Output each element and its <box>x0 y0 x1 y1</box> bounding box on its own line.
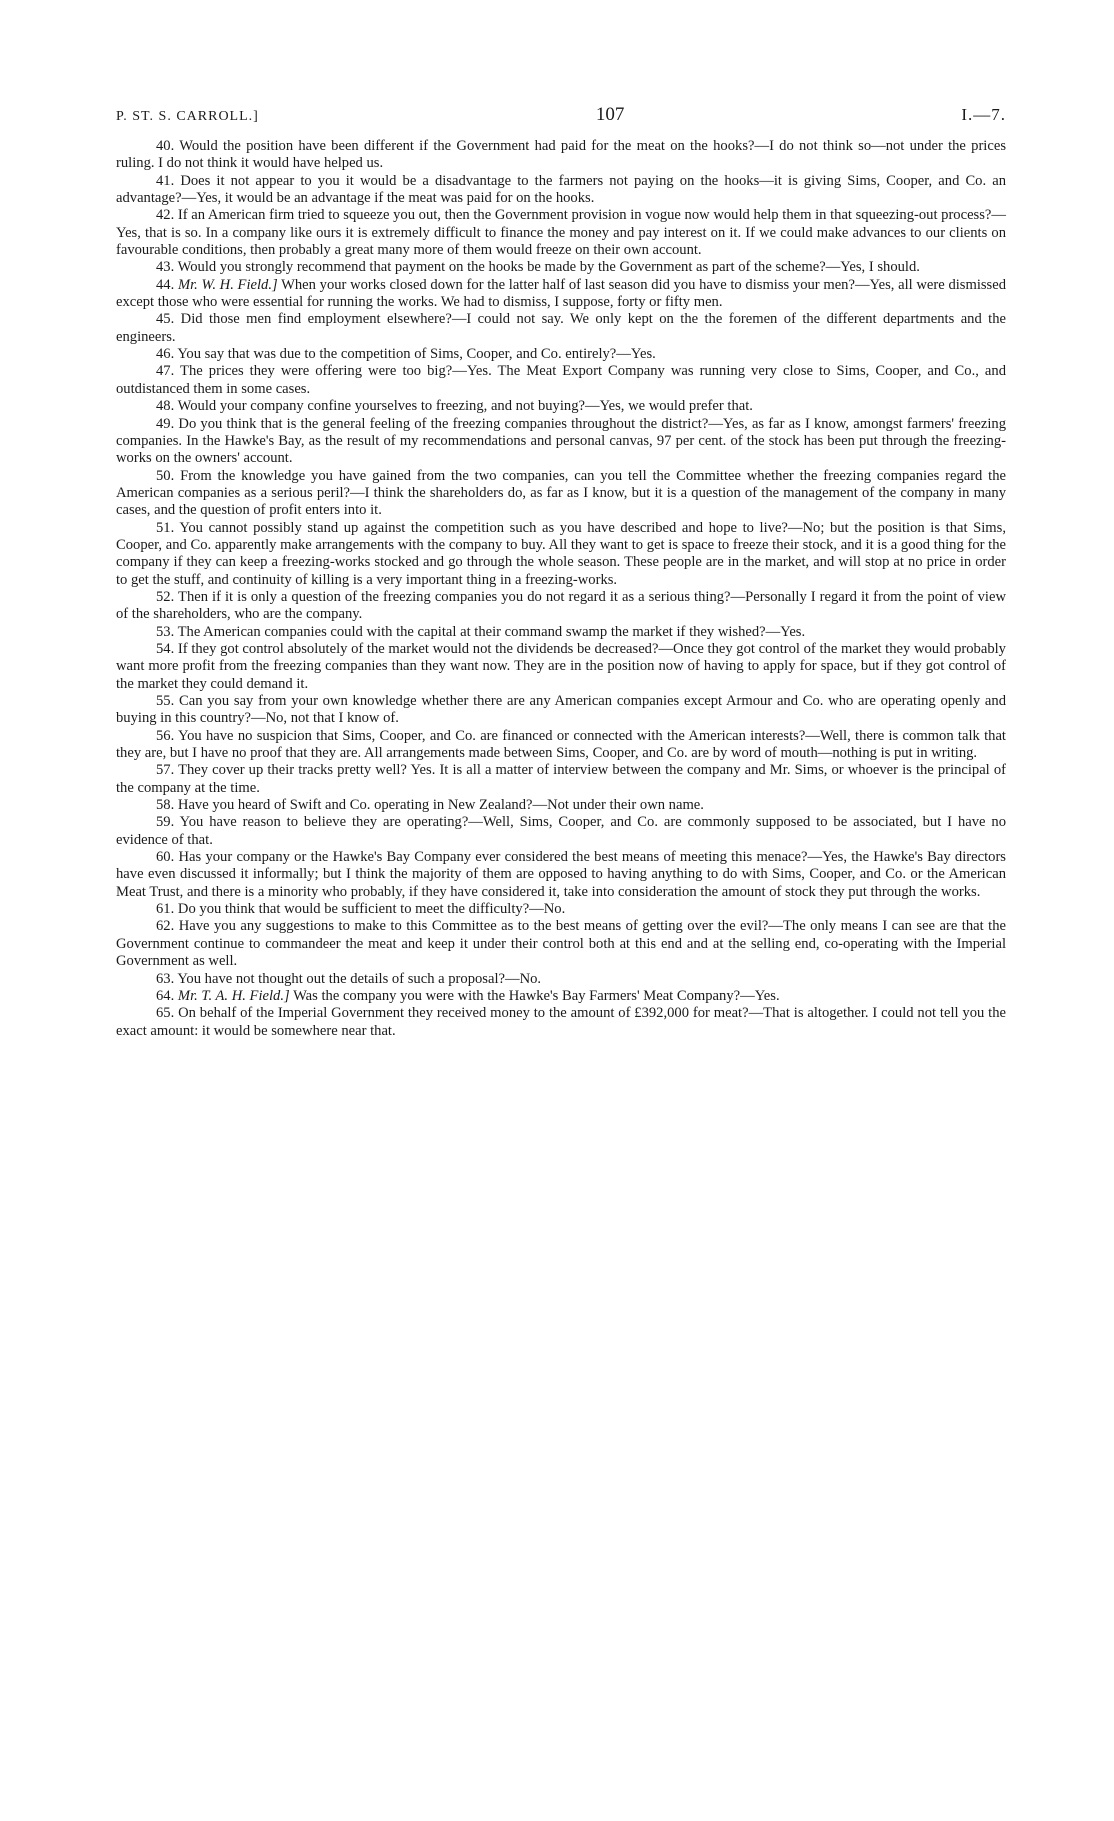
question-paragraph <box>116 363 1006 398</box>
question-number: 56. <box>156 727 175 744</box>
question-paragraph <box>116 259 1006 276</box>
question-number: 62. <box>156 918 175 935</box>
question-number: 41. <box>156 172 175 189</box>
question-number: 43. <box>156 259 175 276</box>
question-paragraph <box>116 988 1006 1005</box>
question-paragraph <box>116 693 1006 728</box>
question-number: 48. <box>156 398 175 415</box>
page-header <box>116 104 1006 138</box>
question-number: 60. <box>156 849 175 866</box>
question-number: 59. <box>156 814 175 831</box>
question-and-answer-text: Would your company confine yourselves to freezing, and not buying?—Yes, we would prefer that. <box>177 398 753 415</box>
question-paragraph <box>116 207 1006 259</box>
question-and-answer-text: Was the company you were with the Hawke's Bay Farmers' Meat Company?—Yes. <box>293 987 780 1004</box>
question-paragraph <box>116 416 1006 468</box>
question-and-answer-text: If an American firm tried to squeeze you out, then the Government provision in vogue now would help them in that squeezing-out process?—Yes, that is so. In a company like ours it is extremely difficult to finance the money and pay interest on it. If we could make advances to our clients on favourable conditions, then probably a great many more of them would freeze on their own account. <box>116 207 1006 259</box>
document-reference: I.—7. <box>961 105 1006 124</box>
question-paragraph <box>116 311 1006 346</box>
question-and-answer-text: On behalf of the Imperial Government they received money to the amount of £392,000 for meat?—That is altogether. I could not tell you the exact amount: it would be somewhere near that. <box>116 1005 1006 1039</box>
question-and-answer-text: Has your company or the Hawke's Bay Company ever considered the best means of meeting this menace?—Yes, the Hawke's Bay directors have even discussed it informally; but I think the majority of them are opposed to having anything to do with Sims, Cooper, and Co. or the American Meat Trust, and there is a minority who probably, if they have considered it, take into consideration the amount of stock they put through the works. <box>116 849 1006 900</box>
question-and-answer-text: Do you think that would be sufficient to meet the difficulty?—No. <box>177 901 566 918</box>
question-and-answer-text: Have you any suggestions to make to this Committee as to the best means of getting over the evil?—The only means I can see are that the Government continue to commandeer the meat and keep it under their control both at this end and at the selling end, co-operating with the Imperial Government as well. <box>116 918 1006 970</box>
question-paragraph <box>116 138 1006 173</box>
speaker-name: Mr. W. H. Field.] <box>177 276 278 293</box>
question-and-answer-text: Do you think that is the general feeling of the freezing companies throughout the district?—Yes, as far as I know, amongst farmers' freezing companies. In the Hawke's Bay, as the result of my recommendations and personal canvas, 97 per cent. of the stock has been put through the freezing-works on the owners' account. <box>116 415 1007 467</box>
question-paragraph <box>116 797 1006 814</box>
question-number: 58. <box>156 797 175 814</box>
question-and-answer-text: If they got control absolutely of the market would not the dividends be decreased?—Once they got control of the market they would probably want more profit from the freezing companies than they want now. They are in the position now of having to apply for space, but if they got control of the market they could demand it. <box>116 640 1006 692</box>
question-and-answer-text: Would you strongly recommend that payment on the hooks be made by the Government as part of the scheme?—Yes, I should. <box>177 259 920 276</box>
question-number: 61. <box>156 901 175 918</box>
question-number: 57. <box>156 762 175 779</box>
question-and-answer-text: You have not thought out the details of such a proposal?—No. <box>177 970 542 987</box>
question-and-answer-text: You say that was due to the competition of Sims, Cooper, and Co. entirely?—Yes. <box>177 346 656 363</box>
question-and-answer-text: Can you say from your own knowledge whether there are any American companies except Armour and Co. who are operating openly and buying in this country?—No, not that I know of. <box>116 693 1006 727</box>
question-paragraph <box>116 520 1006 589</box>
question-paragraph <box>116 468 1006 520</box>
question-number: 64. <box>156 987 175 1004</box>
question-paragraph <box>116 624 1006 641</box>
question-paragraph <box>116 849 1006 901</box>
question-and-answer-text: Did those men find employment elsewhere?—I could not say. We only kept on the the foremen of the different departments and the engineers. <box>116 311 1006 345</box>
question-and-answer-text: Then if it is only a question of the freezing companies you do not regard it as a serious thing?—Personally I regard it from the point of view of the shareholders, who are the company. <box>116 588 1006 623</box>
question-paragraph <box>116 901 1006 918</box>
question-number: 54. <box>156 640 175 657</box>
question-and-answer-text: The American companies could with the capital at their command swamp the market if they wished?—Yes. <box>177 623 806 640</box>
question-and-answer-text: They cover up their tracks pretty well? Yes. It is all a matter of interview between the company and Mr. Sims, or whoever is the principal of the company at the time. <box>116 762 1006 796</box>
question-paragraph <box>116 918 1006 970</box>
header-witness-name: P. ST. S. CARROLL.] <box>116 109 259 124</box>
question-paragraph <box>116 398 1006 415</box>
question-number: 45. <box>156 311 175 328</box>
question-and-answer-text: You have no suspicion that Sims, Cooper, and Co. are financed or connected with the American interests?—Well, there is common talk that they are, but I have no proof that they are. All arrangements made between Sims, Cooper, and Co. are by word of mouth—nothing is put in writing. <box>116 727 1006 762</box>
question-and-answer-text: The prices they were offering were too big?—Yes. The Meat Export Company was running very close to Sims, Cooper, and Co., and outdistanced them in some cases. <box>116 363 1006 397</box>
question-number: 40. <box>156 138 175 154</box>
question-number: 44. <box>156 276 175 293</box>
document-body <box>116 138 1006 1040</box>
question-paragraph <box>116 728 1006 763</box>
question-paragraph <box>116 814 1006 849</box>
question-number: 49. <box>156 415 175 432</box>
question-paragraph <box>116 1005 1006 1040</box>
page-number: 107 <box>595 104 625 125</box>
question-paragraph <box>116 277 1006 312</box>
question-and-answer-text: Does it not appear to you it would be a disadvantage to the farmers not paying on the hooks—it is giving Sims, Cooper, and Co. an advantage?—Yes, it would be an advantage if the meat was paid for on the hooks. <box>116 172 1006 207</box>
question-paragraph <box>116 971 1006 988</box>
question-number: 51. <box>156 519 175 536</box>
question-number: 55. <box>156 693 175 709</box>
question-and-answer-text: When your works closed down for the latter half of last season did you have to dismiss your men?—Yes, all were dismissed except those who were essential for running the works. We had to dismiss, I suppose, forty or fifty men. <box>116 276 1007 311</box>
question-number: 47. <box>156 363 175 380</box>
question-and-answer-text: Have you heard of Swift and Co. operating in New Zealand?—Not under their own name. <box>177 797 704 814</box>
question-number: 52. <box>156 588 175 605</box>
question-paragraph <box>116 589 1006 624</box>
question-number: 46. <box>156 346 175 363</box>
question-and-answer-text: From the knowledge you have gained from the two companies, can you tell the Committee whether the freezing companies regard the American companies as a serious peril?—I think the shareholders do, as far as I know, but it is a question of the management of the company in many cases, and the question of profit enters into it. <box>116 467 1006 519</box>
question-paragraph <box>116 346 1006 363</box>
question-paragraph <box>116 641 1006 693</box>
question-and-answer-text: Would the position have been different if the Government had paid for the meat on the hooks?—I do not think so—not under the prices ruling. I do not think it would have helped us. <box>116 138 1006 172</box>
question-and-answer-text: You cannot possibly stand up against the competition such as you have described and hope to live?—No; but the position is that Sims, Cooper, and Co. apparently make arrangements with the company to buy. All they want to get is space to freeze their stock, and it is a good thing for the company if they can keep a freezing-works stocked and go through the whole season. These people are in the market, and will stop at no price in order to get the stuff, and continuity of killing is a very important thing in a freezing-works. <box>116 519 1006 588</box>
speaker-name: Mr. T. A. H. Field.] <box>177 987 290 1004</box>
question-number: 50. <box>156 467 175 484</box>
question-paragraph <box>116 762 1006 797</box>
question-and-answer-text: You have reason to believe they are operating?—Well, Sims, Cooper, and Co. are commonly supposed to be associated, but I have no evidence of that. <box>116 814 1006 848</box>
question-number: 65. <box>156 1005 175 1022</box>
question-number: 42. <box>156 207 175 224</box>
question-number: 63. <box>156 970 175 987</box>
question-number: 53. <box>156 623 175 640</box>
question-paragraph <box>116 173 1006 208</box>
